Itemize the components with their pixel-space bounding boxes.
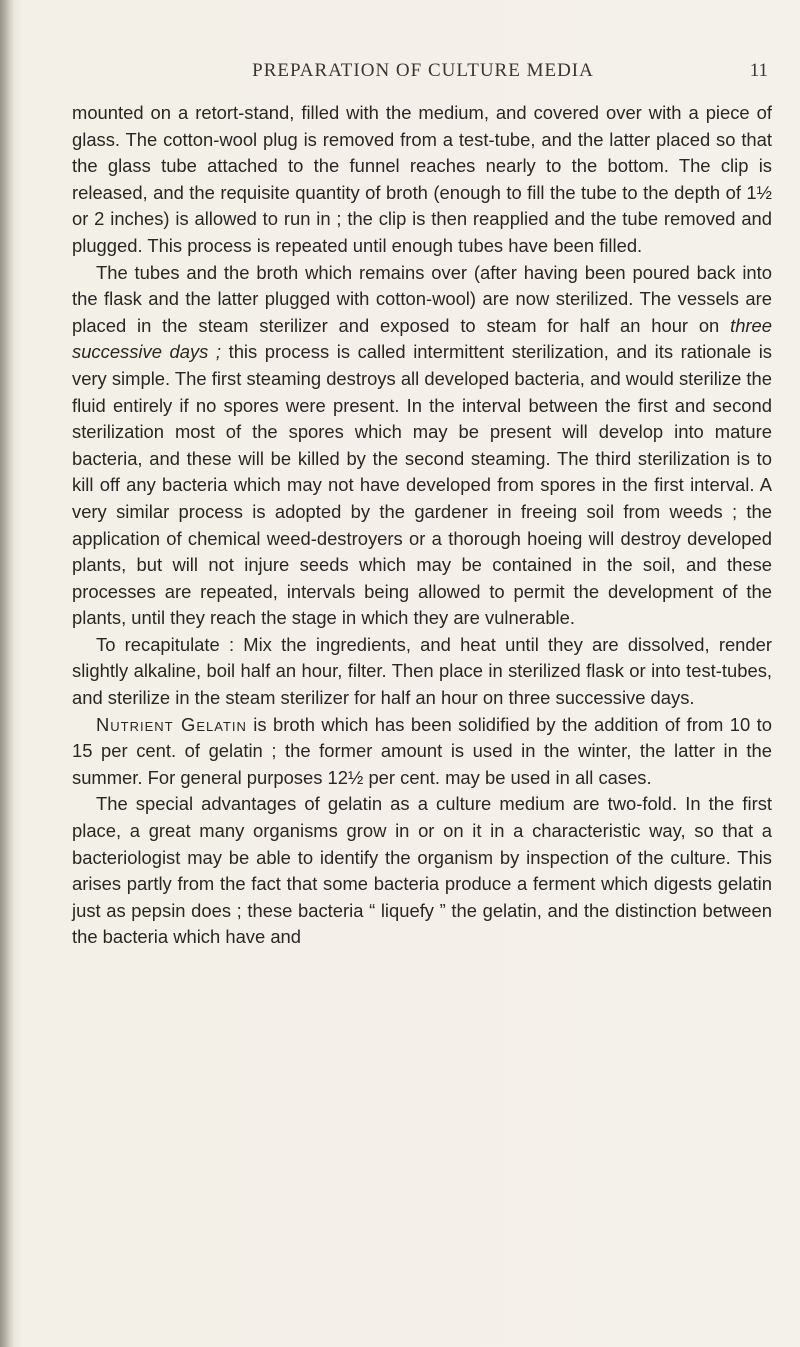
paragraph-text: The tubes and the broth which remains over (after having been poured back into the flask and the latter plugged with cotton-wool) are now sterilized. The vessels are placed in the steam sterilizer and exposed to steam for half an hour on [72,261,772,336]
page-number: 11 [749,60,768,81]
running-head: PREPARATION OF CULTURE MEDIA [252,60,594,81]
paragraph-text: is broth which has been solidified by the addition of from 10 to 15 per cent. of gelatin ; the former amount is used in the winter, the latter in the summer. For general purposes 12½ per cent. may be used in all cases. [72,713,772,788]
paragraph-continuation: mounted on a retort-stand, filled with the medium, and covered over with a piece of glass. The cotton-wool plug is removed from a test-tube, and the latter placed so that the glass tube attached to the funnel reaches nearly to the bottom. The clip is released, and the requisite quantity of broth (enough to fill the tube to the depth of 1½ or 2 inches) is allowed to run in ; the clip is then reapplied and the tube removed and plugged. This process is repeated until enough tubes have been filled. [72,102,772,256]
body-text [72,100,772,951]
emphasis-text: three successive days ; [72,314,772,363]
section-heading: Nutrient Gelatin [96,713,247,735]
paragraph-recapitulation: To recapitulate : Mix the ingredients, and heat until they are dissolved, render slightly alkaline, boil half an hour, filter. Then place in sterilized flask or into test-tubes, and sterilize in the steam sterilizer for half an hour on three successive days. [72,633,772,709]
paragraph-gelatin-advantages: The special advantages of gelatin as a culture medium are two-fold. In the first place, a great many organisms grow in or on it in a characteristic way, so that a bacteriologist may be able to identify the organism by inspection of the culture. This arises partly from the fact that some bacteria produce a ferment which digests gelatin just as pepsin does ; these bacteria “ liquefy ” the gelatin, and the distinction between the bacteria which have and [72,793,772,948]
page-header [78,60,768,88]
paragraph-nutrient-gelatin [72,712,772,792]
paragraph-intermittent-sterilization [72,260,772,632]
gutter-shadow [0,0,14,1347]
paragraph-text: this process is called intermittent sterilization, and its rationale is very simple. The first steaming destroys all developed bacteria, and would sterilize the fluid entirely if no spores were present. In the interval between the first and second sterilization most of the spores which may be present will develop into mature bacteria, and these will be killed by the second steaming. The third sterilization is to kill off any bacteria which may not have developed from spores in the first interval. A very similar process is adopted by the gardener in freeing soil from weeds ; the application of chemical weed-destroyers or a thorough hoeing will destroy developed plants, but will not injure seeds which may be contained in the soil, and these processes are repeated, intervals being allowed to permit the development of the plants, until they reach the stage in which they are vulnerable. [72,341,772,629]
